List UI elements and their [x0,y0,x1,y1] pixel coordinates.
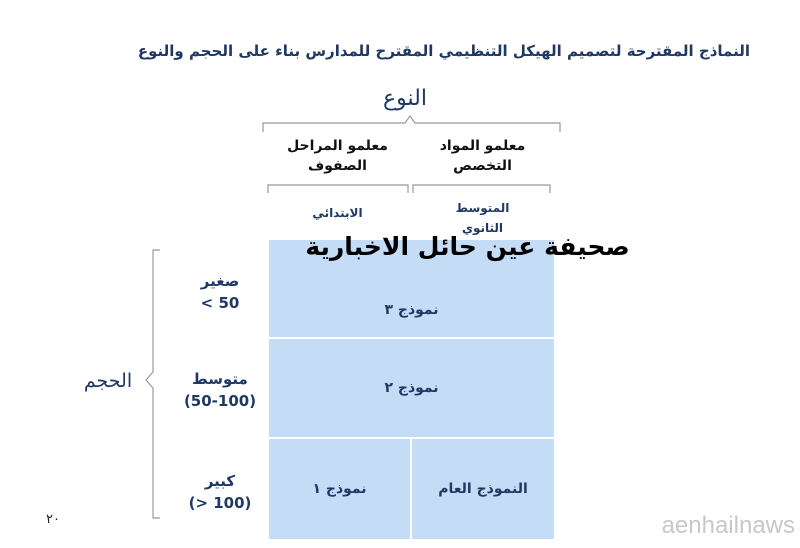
stage-line: المتوسط [455,201,510,215]
column-header-line: التخصص [453,158,512,174]
model-label: نموذج ١ [312,481,367,497]
page-number: ٢٠ [46,512,60,527]
column-header-line: معلمو المراحل [287,138,388,154]
model-cell-large-right [411,438,555,540]
column-header-subject-teachers [410,136,555,176]
stage-line: الابتدائي [312,206,363,220]
column-header-line: معلمو المواد [439,138,526,154]
size-name: كبير [204,472,236,490]
model-label: نموذج ٢ [384,380,439,396]
column-header-grade-teachers [265,136,410,176]
model-cell-medium [268,338,555,438]
type-axis-label: النوع [383,86,427,111]
model-label: نموذج ٣ [384,301,439,318]
watermark: aenhailnaws [661,512,795,539]
model-label: النموذج العام [438,481,528,497]
diagram-title: النماذج المقترحة لتصميم الهيكل التنظيمي المقترح للمدارس بناء على الحجم والنوع [137,42,750,60]
overlay-newspaper-text: صحيفة عين حائل الاخبارية [305,232,630,261]
column-header-line: الصفوف [308,158,367,174]
stage-label-primary [270,203,405,223]
size-name: صغير [200,272,240,290]
size-name: متوسط [192,370,248,388]
size-row-small [175,270,265,314]
size-axis-label: الحجم [83,370,133,392]
stage-line: الثانوي [461,221,504,235]
size-range: < 50 [200,294,240,312]
size-row-medium [175,368,265,412]
model-cell-large-left [268,438,411,540]
size-range: (50-100) [183,392,257,410]
size-range: (> 100) [188,494,252,512]
size-row-large [175,470,265,514]
